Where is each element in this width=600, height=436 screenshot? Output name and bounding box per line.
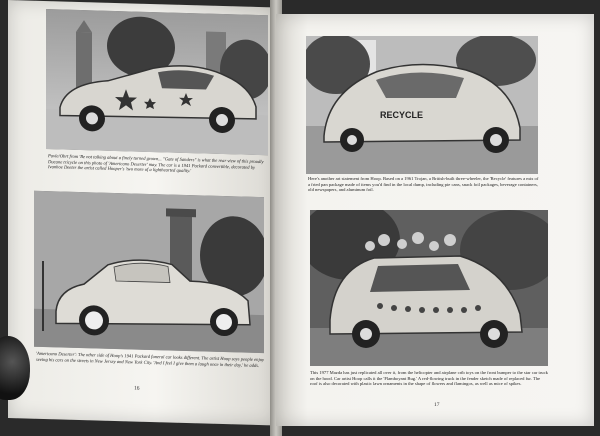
flamboyant-car-image — [310, 210, 548, 366]
photo-recycle-car — [306, 36, 538, 174]
recycle-car-image — [306, 36, 538, 174]
photo-packard-convertible — [34, 191, 264, 353]
photo-flamboyant-car — [310, 210, 548, 366]
left-page — [8, 0, 276, 425]
right-bottom-caption: This 1977 Mazda has just replicated all over it, from the helicopter and airplane crib toys on the front bumper to the star car truck on the hood. Car artist Hoop calls it the 'Flamboyant Bug.' A red-flowing truck in the fender sketch made of replaced fur. The roof is also decorated with plastic lawn ornaments in the shape of flowers and flamingos, as well as mice of spikes. — [310, 370, 548, 387]
packard-image — [34, 191, 264, 353]
left-page-number: 16 — [134, 385, 140, 392]
left-top-caption: Pavle/Obrt from 'Be not talking about a finely turned grown... "Gate of Sanders" is what the rear view of this proudly Ducane tricycle on this photo of 'Americano Deserter' may. The car is a 1941 Packard convertible, decorated by Ivanhoe Deeter the artist called Hooper's 'two more of a lighthearted quality.' — [48, 153, 264, 174]
recycle-sign-text: RECYCLE — [380, 110, 424, 120]
right-top-caption: Here's another art statement from Hoop. Based on a 1961 Trojan, a British-built three-wheeler, the 'Recycle' features a mix of a fried pan package made of items you'd find in the local dump, including pie cans, snack foil packages, beverage containers, old newspapers, and aluminum foil. — [308, 176, 539, 193]
right-page-number: 17 — [434, 402, 440, 408]
star-car-image — [46, 9, 268, 155]
photo-star-car — [46, 9, 268, 155]
left-bottom-caption: 'Americano Deserter': The other side of Hoop's 1941 Packard funeral car looks different. The artist Hoop says people enjoy seeing his cars on the streets in New Jersey and New York City. 'And I feel I give them a laugh once in their day,' he adds. — [36, 350, 265, 368]
right-page — [276, 14, 594, 426]
